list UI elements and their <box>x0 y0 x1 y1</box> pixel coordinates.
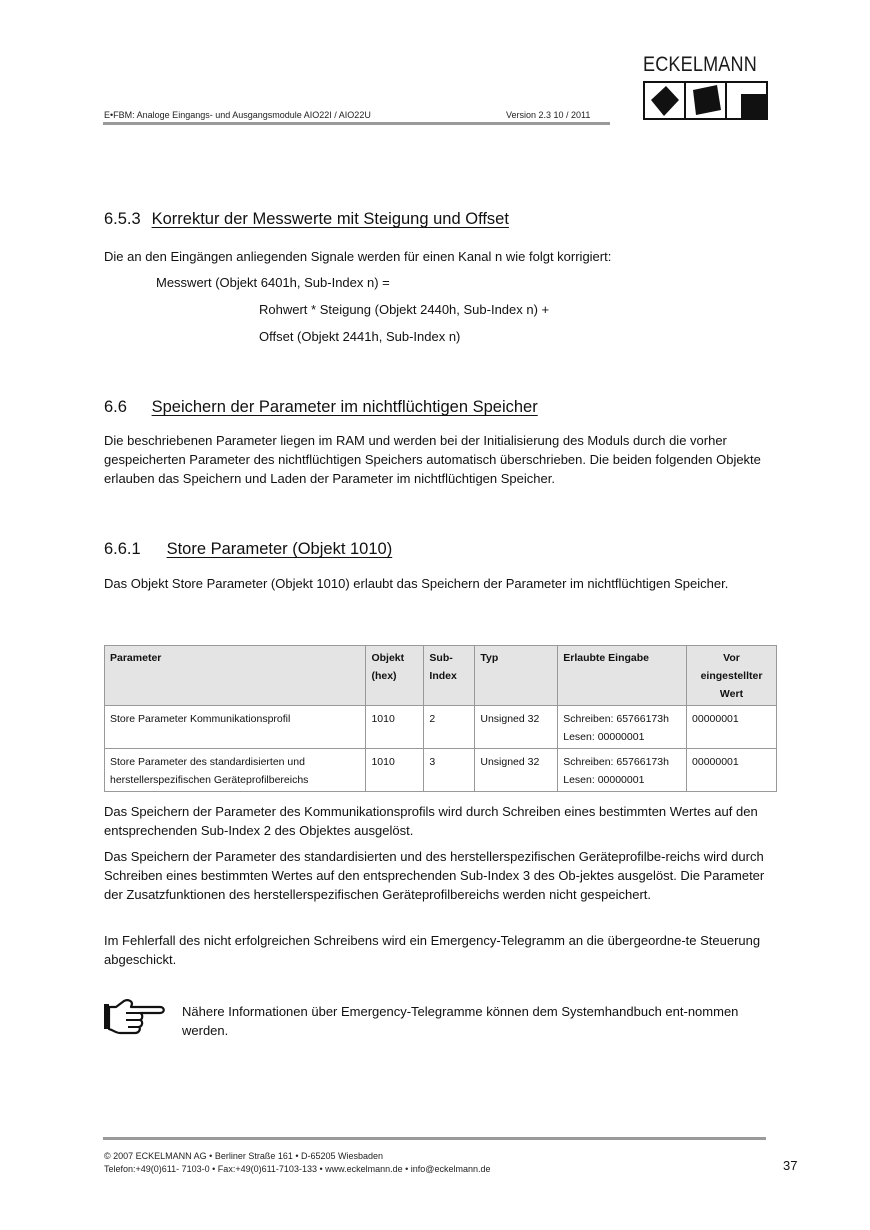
section-number: 6.5.3 <box>104 210 141 228</box>
section-number: 6.6 <box>104 398 127 416</box>
section-title: Speichern der Parameter im nichtflüchtigen Speicher <box>151 398 538 416</box>
store-parameter-table <box>104 645 777 792</box>
section-body: Die beschriebenen Parameter liegen im RAM und werden bei der Initialisierung des Moduls durch die vorher gespeicherten Parameter des nichtflüchtigen Speichers automatisch überschrieben. Die beiden folgenden Objekte erlauben das Speichern und Laden der Parameter im nichtflüchtigen Speicher. <box>104 433 761 486</box>
formula-line-1: Messwert (Objekt 6401h, Sub-Index n) = <box>156 275 390 290</box>
note-text: Nähere Informationen über Emergency-Telegramme können dem Systemhandbuch ent-nommen werden. <box>182 1004 739 1038</box>
cell-eingabe <box>558 749 687 792</box>
table-row <box>105 749 777 792</box>
formula-line-2: Rohwert * Steigung (Objekt 2440h, Sub-Index n) + <box>259 302 550 317</box>
page-number: 37 <box>783 1158 798 1173</box>
col-header-parameter: Parameter <box>105 646 366 706</box>
logo-diamond-2-icon <box>686 83 727 118</box>
company-logo <box>643 81 768 120</box>
section-number: 6.6.1 <box>104 540 141 558</box>
section-intro: Das Objekt Store Parameter (Objekt 1010) erlaubt das Speichern der Parameter im nichtflüchtigen Speicher. <box>104 576 729 591</box>
footer-divider <box>103 1137 766 1140</box>
pointing-hand-icon <box>102 998 168 1036</box>
cell-default: 00000001 <box>687 749 777 792</box>
cell-subindex: 3 <box>424 749 475 792</box>
table-row <box>105 706 777 749</box>
header-doc-title: E•FBM: Analoge Eingangs- und Ausgangsmodule AIO22I / AIO22U <box>104 110 371 120</box>
eingabe-read: Lesen: 00000001 <box>563 731 645 743</box>
header-version: Version 2.3 10 / 2011 <box>506 110 591 120</box>
section-heading-6-5-3 <box>104 210 509 229</box>
cell-typ: Unsigned 32 <box>475 706 558 749</box>
formula-line-3: Offset (Objekt 2441h, Sub-Index n) <box>259 329 461 344</box>
eingabe-write: Schreiben: 65766173h <box>563 756 669 768</box>
paragraph-kommunikationsprofil: Das Speichern der Parameter des Kommunikationsprofils wird durch Schreiben eines bestimmten Wertes auf den entsprechenden Sub-Index 2 des Objektes ausgelöst. <box>104 804 758 838</box>
paragraph-geraeteprofil: Das Speichern der Parameter des standardisierten und des herstellerspezifischen Geräteprofilbe-reichs wird durch Schreiben eines bestimmten Wertes auf den entsprechenden Sub-Index 3 des Ob-jektes ausgelöst. Die Parameter der Zusatzfunktionen des herstellerspezifischen Geräteprofilbereichs werden nicht gespeichert. <box>104 849 765 902</box>
eingabe-write: Schreiben: 65766173h <box>563 713 669 725</box>
section-heading-6-6-1 <box>104 540 392 559</box>
paragraph-fehlerfall: Im Fehlerfall des nicht erfolgreichen Schreibens wird ein Emergency-Telegramm an die übergeordne-te Steuerung abgeschickt. <box>104 933 761 967</box>
footer-address: © 2007 ECKELMANN AG • Berliner Straße 161 • D-65205 Wiesbaden <box>104 1151 384 1161</box>
col-header-default: Vor eingestellter Wert <box>687 646 777 706</box>
col-header-eingabe: Erlaubte Eingabe <box>558 646 687 706</box>
cell-subindex: 2 <box>424 706 475 749</box>
logo-diamond-1-icon <box>645 83 686 118</box>
section-heading-6-6 <box>104 398 538 417</box>
section-title: Store Parameter (Objekt 1010) <box>166 540 393 558</box>
cell-typ: Unsigned 32 <box>475 749 558 792</box>
section-title: Korrektur der Messwerte mit Steigung und Offset <box>151 210 509 228</box>
logo-square-icon <box>727 83 766 118</box>
company-logo-text: ECKELMANN <box>643 53 757 76</box>
cell-parameter: Store Parameter Kommunikationsprofil <box>105 706 366 749</box>
cell-eingabe <box>558 706 687 749</box>
section-intro: Die an den Eingängen anliegenden Signale werden für einen Kanal n wie folgt korrigiert: <box>104 249 612 264</box>
cell-objekt: 1010 <box>366 706 424 749</box>
cell-objekt: 1010 <box>366 749 424 792</box>
header-divider <box>103 122 610 125</box>
col-header-typ: Typ <box>475 646 558 706</box>
footer-contact: Telefon:+49(0)611- 7103-0 • Fax:+49(0)611-7103-133 • www.eckelmann.de • info@eckelmann.de <box>104 1164 491 1174</box>
eingabe-read: Lesen: 00000001 <box>563 774 645 786</box>
cell-default: 00000001 <box>687 706 777 749</box>
table-header-row <box>105 646 777 706</box>
col-header-subindex: Sub-Index <box>424 646 475 706</box>
col-header-objekt: Objekt (hex) <box>366 646 424 706</box>
cell-parameter: Store Parameter des standardisierten und herstellerspezifischen Geräteprofilbereichs <box>105 749 366 792</box>
